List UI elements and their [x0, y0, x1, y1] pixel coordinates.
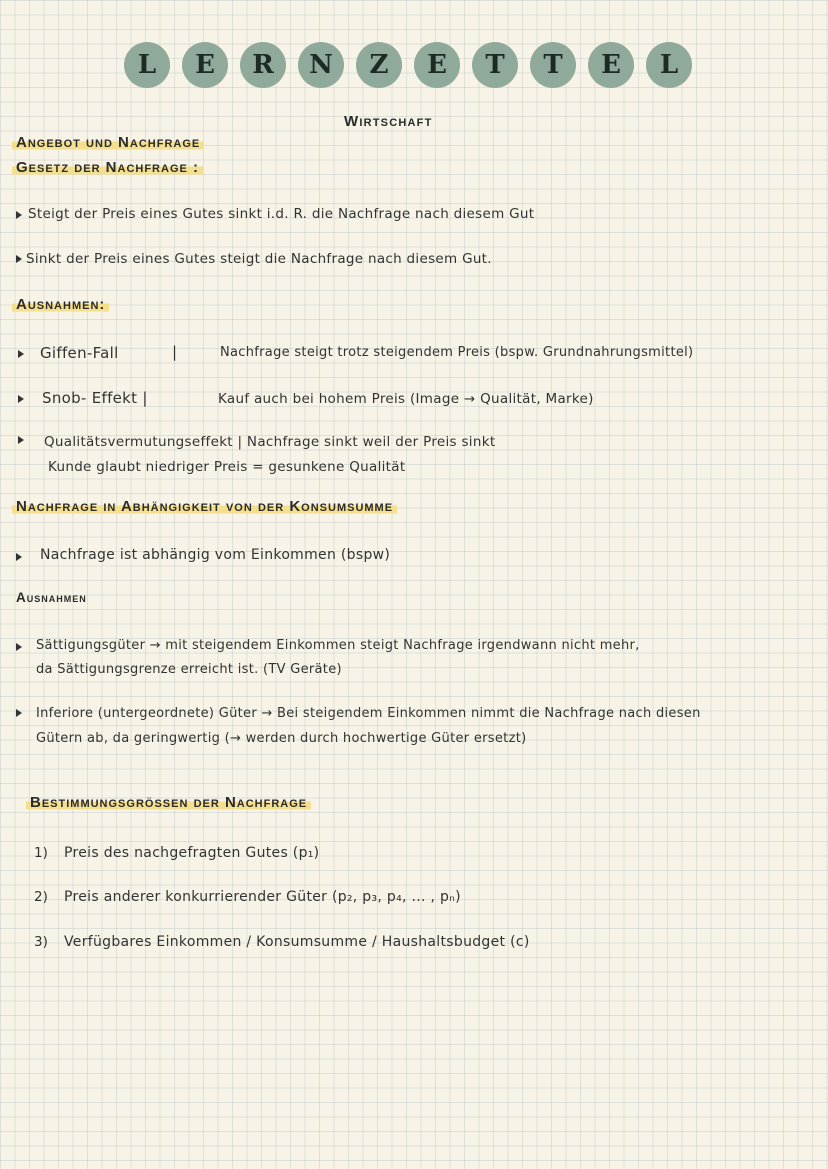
- title-lernzettel: [124, 42, 704, 90]
- heading-ausnahmen: Ausnahmen:: [12, 296, 109, 313]
- title-letter: E: [588, 42, 634, 88]
- konsum-item: Nachfrage ist abhängig vom Einkommen (bspw): [40, 547, 391, 563]
- qualitaet-term: Qualitätsvermutungseffekt | Nachfrage sinkt weil der Preis sinkt: [44, 434, 496, 450]
- list-number: 2): [34, 889, 48, 905]
- heading-bestimmung: Bestimmungsgrössen der Nachfrage: [26, 794, 311, 811]
- gesetz-item: Steigt der Preis eines Gutes sinkt i.d. R. die Nachfrage nach diesem Gut: [28, 206, 535, 222]
- title-letter: N: [298, 42, 344, 88]
- heading-angebot: Angebot und Nachfrage: [12, 134, 204, 151]
- bullet-icon: [16, 211, 22, 219]
- title-letter: L: [646, 42, 692, 88]
- saettigung-line1: Sättigungsgüter → mit steigendem Einkommen steigt Nachfrage irgendwann nicht mehr,: [36, 638, 640, 653]
- bullet-icon: [16, 255, 22, 263]
- heading-ausnahmen-2: Ausnahmen: [16, 590, 87, 605]
- title-letter: L: [124, 42, 170, 88]
- list-number: 1): [34, 845, 48, 861]
- saettigung-line2: da Sättigungsgrenze erreicht ist. (TV Geräte): [36, 662, 342, 677]
- heading-gesetz: Gesetz der Nachfrage :: [12, 159, 203, 176]
- title-letter: T: [472, 42, 518, 88]
- bestimmung-item: Preis anderer konkurrierender Güter (p₂, p₃, p₄, ... , pₙ): [64, 889, 461, 905]
- list-number: 3): [34, 934, 48, 950]
- bestimmung-item: Verfügbares Einkommen / Konsumsumme / Haushaltsbudget (c): [64, 934, 530, 950]
- snob-term: Snob- Effekt |: [42, 389, 148, 407]
- separator: |: [172, 343, 178, 361]
- title-letter: E: [414, 42, 460, 88]
- title-letter: E: [182, 42, 228, 88]
- bullet-icon: [16, 643, 22, 651]
- qualitaet-line2: Kunde glaubt niedriger Preis = gesunkene Qualität: [48, 459, 406, 475]
- subject-title: Wirtschaft: [344, 113, 433, 130]
- inferiore-line1: Inferiore (untergeordnete) Güter → Bei steigendem Einkommen nimmt die Nachfrage nach diesen: [36, 706, 701, 721]
- inferiore-line2: Gütern ab, da geringwertig (→ werden durch hochwertige Güter ersetzt): [36, 731, 527, 746]
- heading-konsum: Nachfrage in Abhängigkeit von der Konsumsumme: [12, 498, 397, 515]
- bestimmung-item: Preis des nachgefragten Gutes (p₁): [64, 845, 320, 861]
- bullet-icon: [18, 350, 24, 358]
- bullet-icon: [16, 709, 22, 717]
- bullet-icon: [18, 436, 24, 444]
- bullet-icon: [18, 395, 24, 403]
- giffen-desc: Nachfrage steigt trotz steigendem Preis (bspw. Grundnahrungsmittel): [220, 345, 694, 360]
- title-letter: T: [530, 42, 576, 88]
- giffen-term: Giffen-Fall: [40, 344, 119, 362]
- gesetz-item: Sinkt der Preis eines Gutes steigt die Nachfrage nach diesem Gut.: [26, 251, 492, 267]
- bullet-icon: [16, 553, 22, 561]
- snob-desc: Kauf auch bei hohem Preis (Image → Qualität, Marke): [218, 391, 594, 407]
- title-letter: R: [240, 42, 286, 88]
- title-letter: Z: [356, 42, 402, 88]
